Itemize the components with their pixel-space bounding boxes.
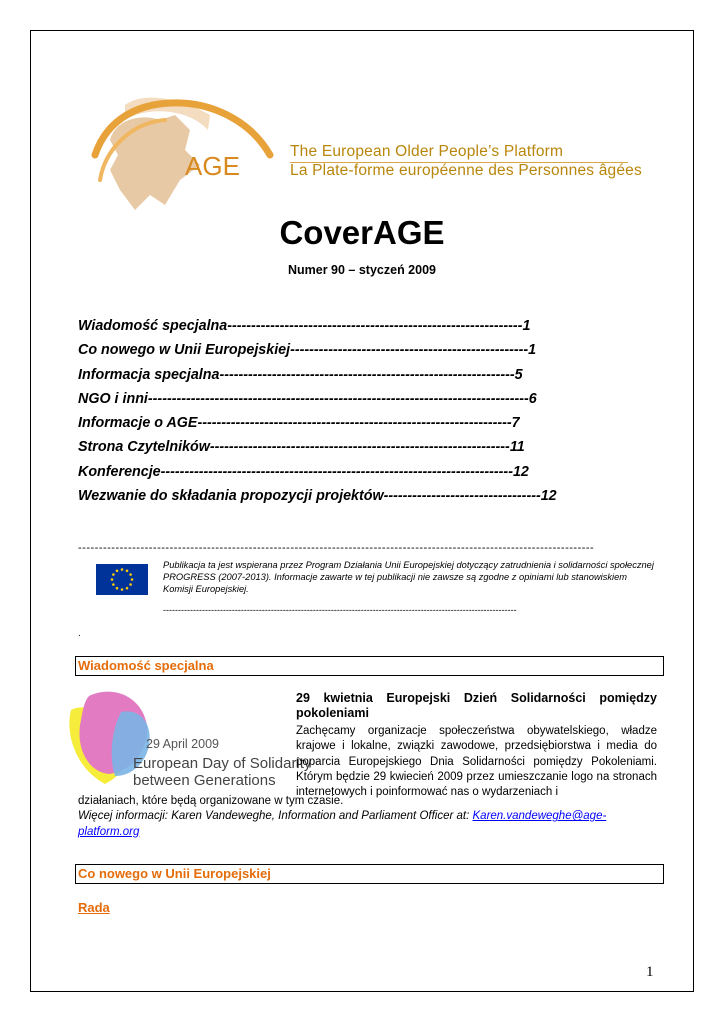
article-body-cont: działaniach, które będą organizowane w tym czasie. — [78, 795, 344, 807]
separator-line: ---------------------------------------------------------------------------------------------------------------------------- — [78, 542, 595, 554]
section-header-eu-news — [75, 864, 664, 884]
issue-line: Numer 90 – styczeń 2009 — [287, 263, 436, 277]
toc-page: 6 — [528, 390, 537, 407]
toc-item[interactable]: Informacja specjalna--------------------------------------------------------------5 — [78, 366, 523, 383]
page-number: 1 — [646, 964, 654, 980]
section-title: Co nowego w Unii Europejskiej — [78, 866, 271, 881]
toc-page: 7 — [511, 415, 520, 432]
toc-label: NGO i inni — [78, 390, 148, 407]
toc-label: Konferencje — [78, 463, 161, 480]
toc-item[interactable]: Wiadomość specjalna--------------------------------------------------------------1 — [78, 318, 531, 334]
spacer-dot: . — [78, 628, 81, 639]
eu-flag-icon — [96, 564, 148, 595]
toc-label: Wiadomość specjalna — [78, 318, 228, 334]
toc-label: Informacje o AGE — [78, 415, 198, 432]
subsection-title: Rada — [78, 900, 110, 915]
toc-item[interactable]: Informacje o AGE------------------------------------------------------------------7 — [78, 415, 520, 432]
toc-page: 11 — [509, 439, 525, 456]
section-header-special-news — [75, 656, 664, 676]
logo-text: AGE — [185, 151, 240, 181]
page-title: CoverAGE — [279, 214, 445, 251]
platform-name-en: The European Older People’s Platform — [290, 143, 564, 160]
article-title: 29 kwietnia Europejski Dzień Solidarności pomiędzy pokoleniami — [296, 691, 657, 720]
email-link[interactable]: Karen.vandeweghe@age-platform.org — [78, 810, 607, 838]
article-body-continued — [78, 794, 658, 840]
separator-line-short: ---------------------------------------------------------------------------------------------------------------------- — [163, 605, 517, 615]
logo-date: 29 April 2009 — [146, 737, 219, 751]
toc-item[interactable]: Wezwanie do składania propozycji projektów---------------------------------12 — [78, 488, 557, 505]
toc-page: 5 — [514, 366, 523, 383]
toc-label: Co nowego w Unii Europejskiej — [78, 342, 291, 359]
platform-name-fr: La Plate-forme européenne des Personnes âgées — [290, 162, 642, 179]
funding-disclaimer: Publikacja ta jest wspierana przez Program Działania Unii Europejskiej dotyczący zatrudnienia i solidarności społecznej PROGRESS (2007-2013). Informacje zawarte w tej publikacji nie zawsze są zgodne z opiniami lub stanowiskiem Komisji Europejskiej. — [163, 560, 654, 594]
toc-label: Wezwanie do składania propozycji projektów — [78, 488, 384, 505]
article-body: Zachęcamy organizacje społeczeństwa obywatelskiego, władze krajowe i lokalne, związki zawodowe, przedsiębiorstwa i media do poparcia Europejskiego Dnia Solidarności pomiędzy Pokoleniami. Którym będzie 29 kwiecień 2009 przez umieszczanie logo na stronach internetowych i poinformować nas o wydarzeniach i — [296, 725, 657, 799]
toc-page: 1 — [528, 342, 537, 359]
solidarity-day-logo — [63, 688, 312, 789]
toc-item[interactable]: NGO i inni--------------------------------------------------------------------------------6 — [78, 390, 537, 407]
toc-item[interactable]: Co nowego w Unii Europejskiej--------------------------------------------------1 — [78, 342, 537, 359]
toc-item[interactable]: Konferencje--------------------------------------------------------------------------12 — [78, 463, 529, 480]
toc-page: 12 — [540, 488, 557, 505]
logo-title-line2: between Generations — [133, 772, 276, 789]
more-info-text: Więcej informacji: Karen Vandeweghe, Information and Parliament Officer at: — [78, 810, 473, 823]
toc-label: Informacja specjalna — [78, 366, 220, 383]
age-logo — [90, 95, 275, 220]
toc-item[interactable]: Strona Czytelników---------------------------------------------------------------11 — [78, 439, 525, 456]
toc-label: Strona Czytelników — [78, 439, 210, 456]
toc-page: 12 — [512, 463, 529, 480]
table-of-contents — [78, 318, 648, 512]
section-title: Wiadomość specjalna — [78, 658, 214, 673]
toc-page: 1 — [522, 318, 531, 334]
logo-title-line1: European Day of Solidarity — [133, 755, 312, 772]
